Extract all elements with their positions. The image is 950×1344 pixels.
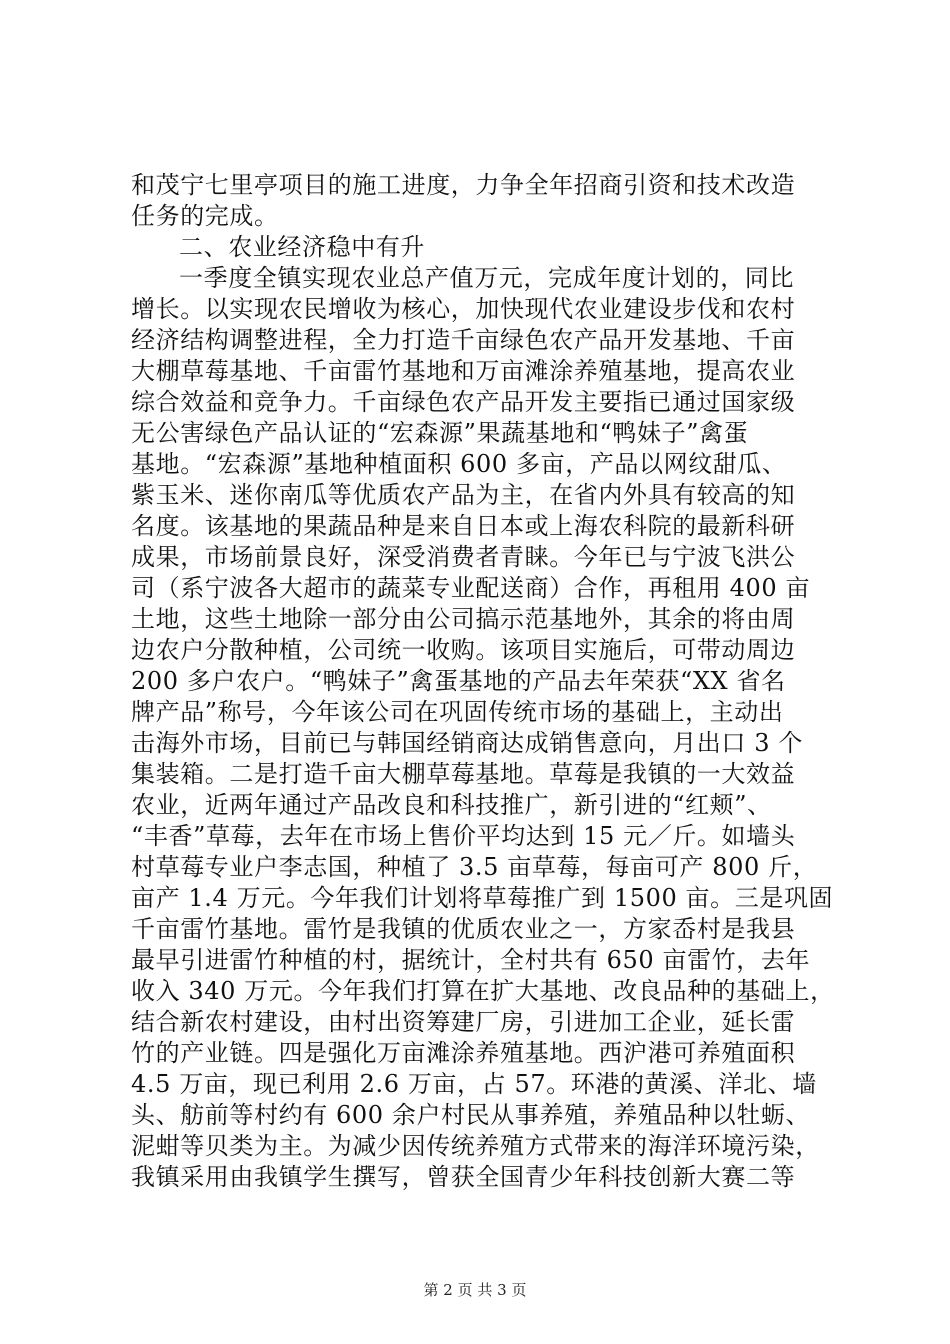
text-line: 200 多户农户。“鸭妹子”禽蛋基地的产品去年荣获“XX 省名 [131, 667, 786, 695]
text-line: 农业，近两年通过产品改良和科技推广，新引进的“红颊”、 [131, 791, 772, 819]
text-line: 收入 340 万元。今年我们打算在扩大基地、改良品种的基础上， [131, 977, 835, 1005]
text-line: 结合新农村建设，由村出资筹建厂房，引进加工企业，延长雷 [131, 1008, 796, 1036]
text-line: “丰香”草莓，去年在市场上售价平均达到 15 元／斤。如墙头 [131, 822, 796, 850]
text-line: 大棚草莓基地、千亩雷竹基地和万亩滩涂养殖基地，提高农业 [131, 357, 796, 385]
text-line: 基地。“宏森源”基地种植面积 600 多亩，产品以网纹甜瓜、 [131, 450, 787, 478]
text-line: 经济结构调整进程，全力打造千亩绿色农产品开发基地、千亩 [131, 326, 796, 354]
text-line: 边农户分散种植，公司统一收购。该项目实施后，可带动周边 [131, 636, 796, 664]
text-line: 我镇采用由我镇学生撰写，曾获全国青少年科技创新大赛二等 [131, 1163, 796, 1191]
text-line: 成果，市场前景良好，深受消费者青睐。今年已与宁波飞洪公 [131, 543, 796, 571]
text-line: 最早引进雷竹种植的村，据统计，全村共有 650 亩雷竹，去年 [131, 946, 811, 974]
text-line: 名度。该基地的果蔬品种是来自日本或上海农科院的最新科研 [131, 512, 796, 540]
text-line: 司（系宁波各大超市的蔬菜专业配送商）合作，再租用 400 亩 [131, 574, 811, 602]
text-line: 头、舫前等村约有 600 余户村民从事养殖，养殖品种以牡蛎、 [131, 1101, 811, 1129]
text-line: 泥蚶等贝类为主。为减少因传统养殖方式带来的海洋环境污染， [131, 1132, 820, 1160]
text-line: 增长。以实现农民增收为核心，加快现代农业建设步伐和农村 [131, 295, 796, 323]
text-line: 击海外市场，目前已与韩国经销商达成销售意向，月出口 3 个 [131, 729, 803, 757]
text-line: 牌产品”称号，今年该公司在巩固传统市场的基础上，主动出 [131, 698, 784, 726]
text-line: 紫玉米、迷你南瓜等优质农产品为主，在省内外具有较高的知 [131, 481, 796, 509]
section-heading: 二、农业经济稳中有升 [179, 233, 425, 261]
text-line: 亩产 1.4 万元。今年我们计划将草莓推广到 1500 亩。三是巩固 [131, 884, 834, 912]
text-line: 集装箱。二是打造千亩大棚草莓基地。草莓是我镇的一大效益 [131, 760, 796, 788]
text-line: 无公害绿色产品认证的“宏森源”果蔬基地和“鸭妹子”禽蛋 [131, 419, 749, 447]
text-line: 综合效益和竞争力。千亩绿色农产品开发主要指已通过国家级 [131, 388, 796, 416]
text-line: 村草莓专业户李志国，种植了 3.5 亩草莓，每亩可产 800 斤， [131, 853, 818, 881]
text-line: 和茂宁七里亭项目的施工进度，力争全年招商引资和技术改造 [131, 171, 796, 199]
text-line: 竹的产业链。四是强化万亩滩涂养殖基地。西沪港可养殖面积 [131, 1039, 796, 1067]
text-line: 4.5 万亩，现已利用 2.6 万亩，占 57。环港的黄溪、洋北、墙 [131, 1070, 817, 1098]
text-line: 任务的完成。 [131, 202, 279, 230]
text-line: 一季度全镇实现农业总产值万元，完成年度计划的，同比 [179, 264, 794, 292]
page-number-footer: 第 2 页 共 3 页 [423, 1281, 527, 1299]
document-body [131, 170, 835, 1193]
text-line: 千亩雷竹基地。雷竹是我镇的优质农业之一，方家岙村是我县 [131, 915, 796, 943]
text-line: 土地，这些土地除一部分由公司搞示范基地外，其余的将由周 [131, 605, 796, 633]
